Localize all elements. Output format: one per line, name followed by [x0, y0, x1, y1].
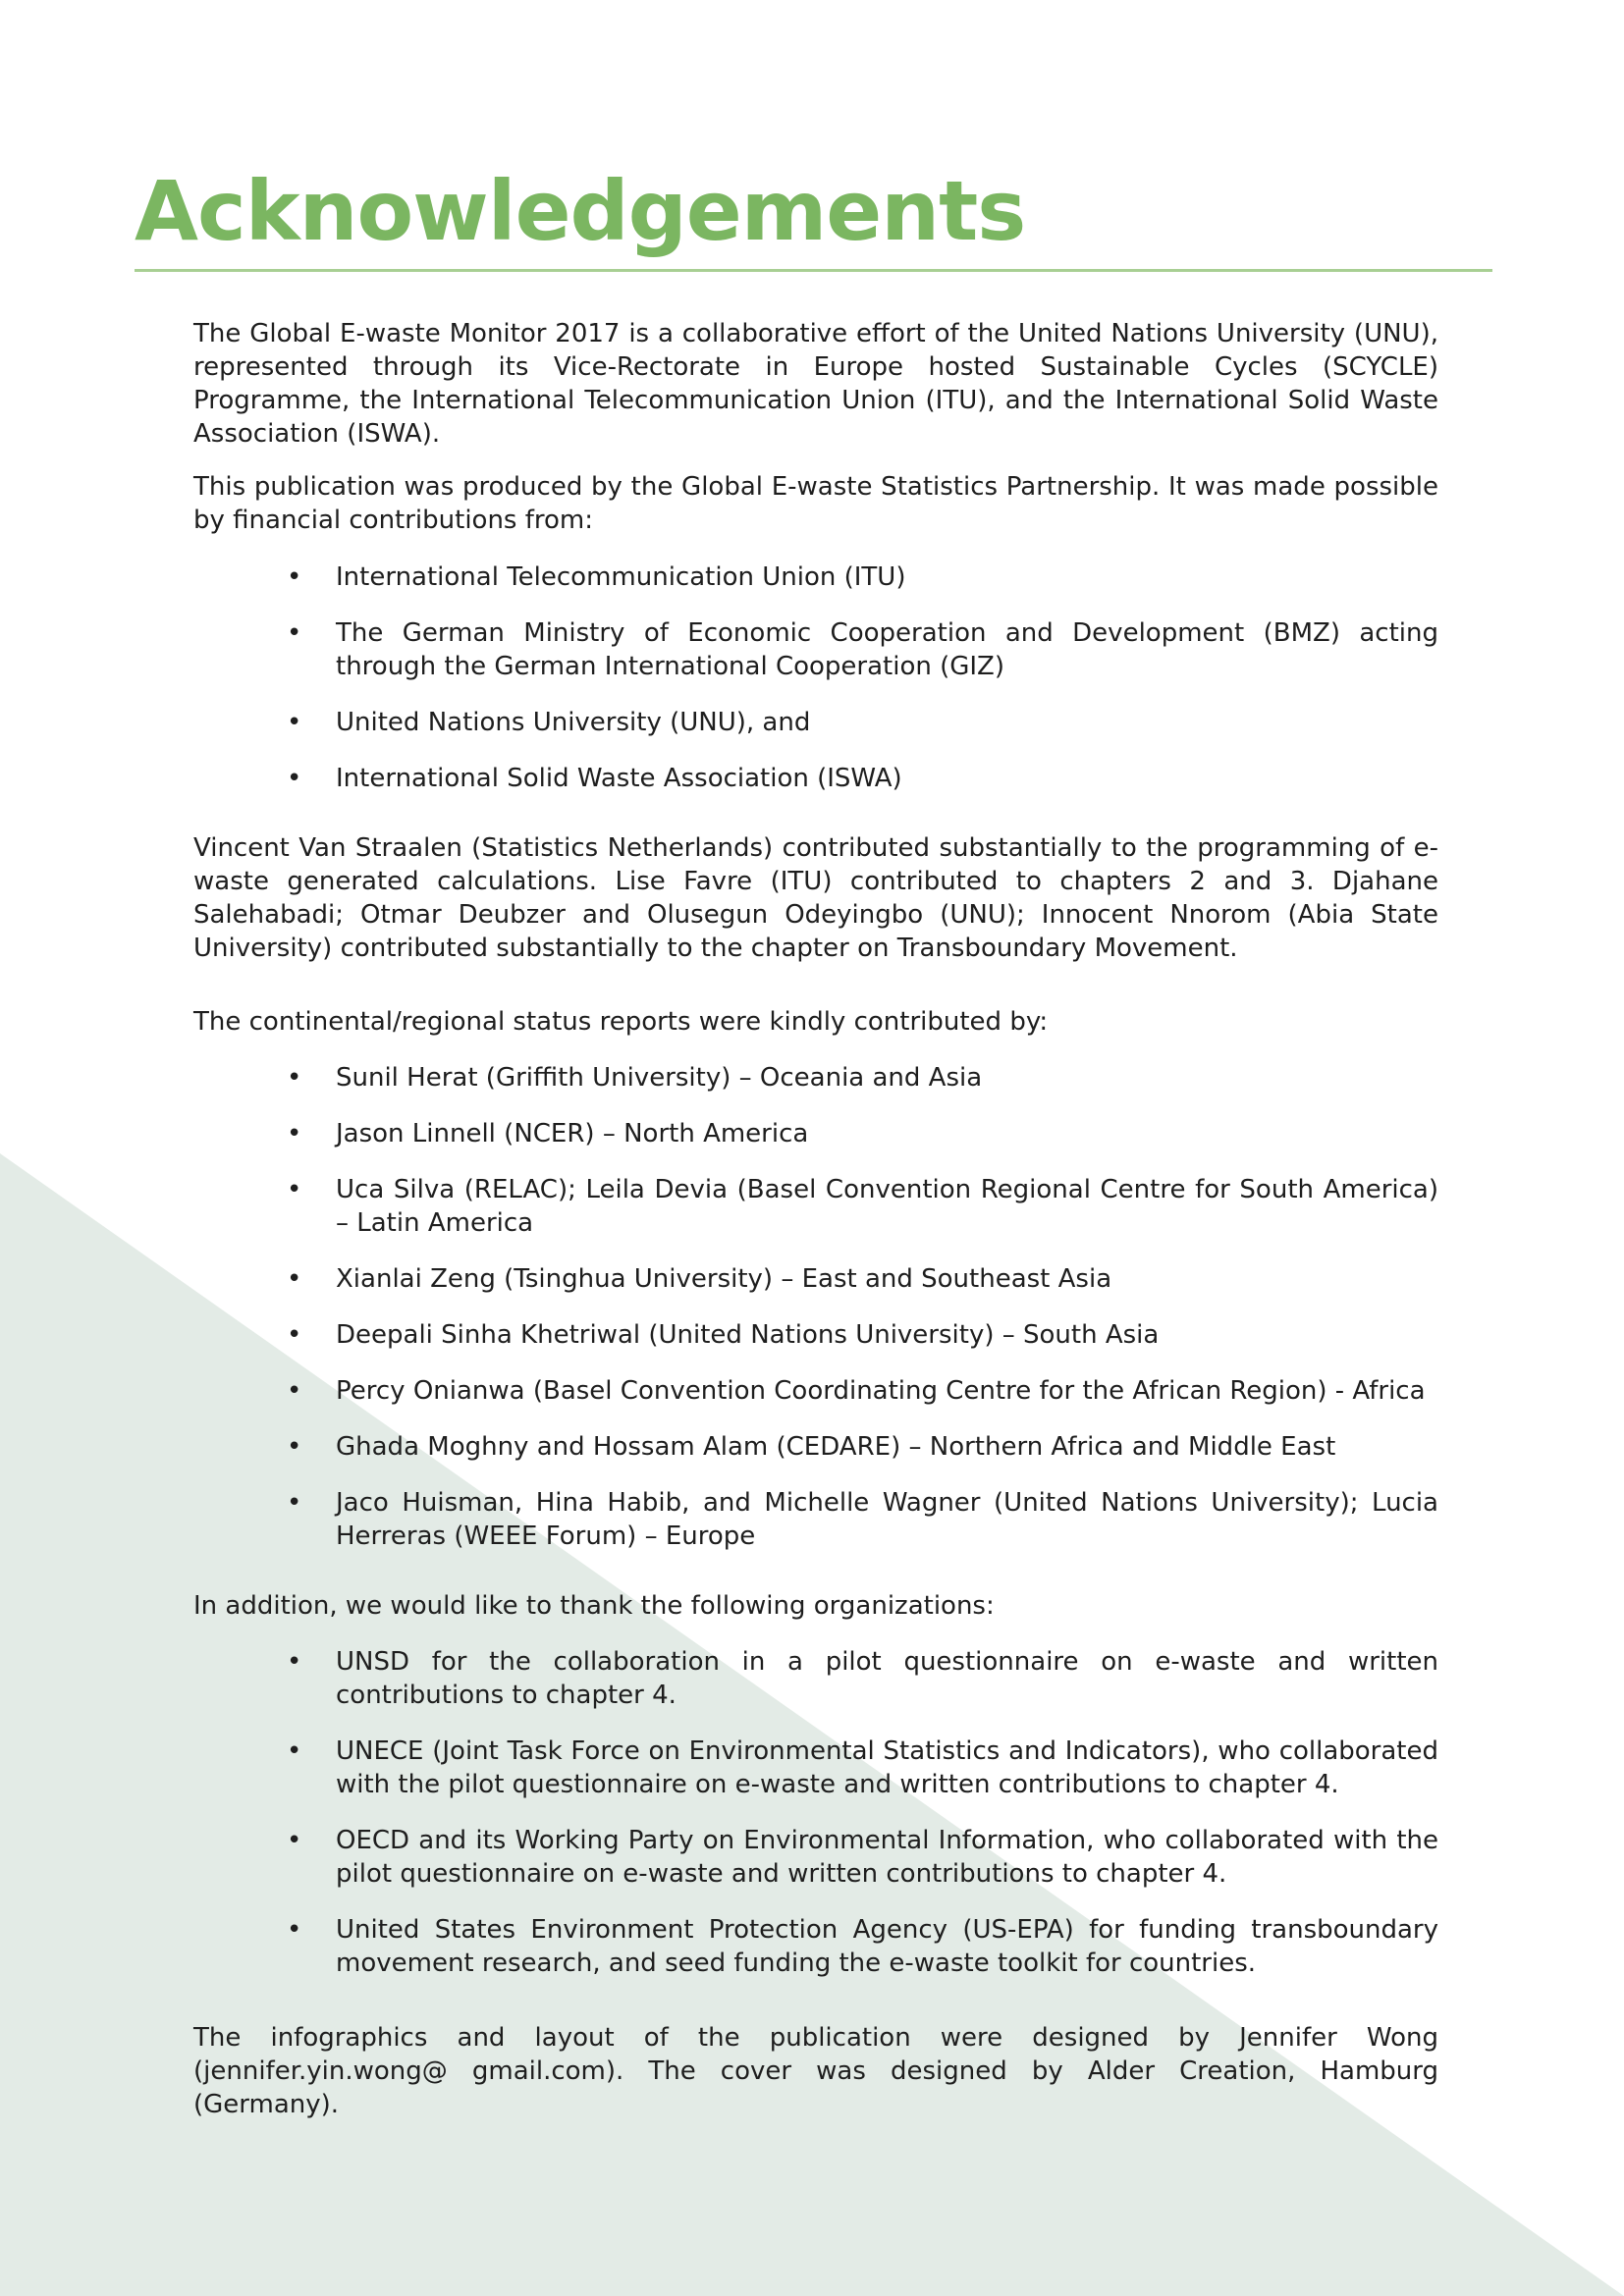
list-item: • Ghada Moghny and Hossam Alam (CEDARE) – Northern Africa and Middle East	[193, 1430, 1438, 1464]
list-item: • Jaco Huisman, Hina Habib, and Michelle Wagner (United Nations University); Lucia Herreras (WEEE Forum) – Europe	[193, 1486, 1438, 1553]
list-item: • The German Ministry of Economic Cooperation and Development (BMZ) acting through the German International Cooperation (GIZ)	[193, 616, 1438, 683]
list-item: • OECD and its Working Party on Environmental Information, who collaborated with the pilot questionnaire on e-waste and written contributions to chapter 4.	[193, 1824, 1438, 1891]
page-title: Acknowledgements	[135, 163, 1026, 259]
list-item: • Uca Silva (RELAC); Leila Devia (Basel Convention Regional Centre for South America) – Latin America	[193, 1173, 1438, 1240]
organizations-paragraph: In addition, we would like to thank the following organizations:	[193, 1591, 995, 1621]
title-divider	[135, 269, 1492, 272]
list-item: • Sunil Herat (Griffith University) – Oceania and Asia	[193, 1061, 1438, 1095]
organizations-list	[193, 1645, 1438, 1980]
list-item: • International Solid Waste Association (ISWA)	[193, 762, 1438, 795]
list-item: • UNECE (Joint Task Force on Environmental Statistics and Indicators), who collaborated with the pilot questionnaire on e-waste and written contributions to chapter 4.	[193, 1735, 1438, 1801]
list-item: • Xianlai Zeng (Tsinghua University) – East and Southeast Asia	[193, 1262, 1438, 1296]
list-item: • United Nations University (UNU), and	[193, 706, 1438, 739]
contributors-paragraph: Vincent Van Straalen (Statistics Netherlands) contributed substantially to the programming of e-waste generated calculations. Lise Favre (ITU) contributed to chapters 2 and 3. Djahane Salehabadi; Otmar Deubzer and Olusegun Odeyingbo (UNU); Innocent Nnorom (Abia State University) contributed substantially to the chapter on Transboundary Movement.	[193, 833, 1438, 963]
design-paragraph: The infographics and layout of the publication were designed by Jennifer Wong (jennifer.yin.wong@ gmail.com). The cover was designed by Alder Creation, Hamburg (Germany).	[193, 2023, 1438, 2119]
regional-paragraph: The continental/regional status reports were kindly contributed by:	[193, 1007, 1049, 1037]
list-item: • Percy Onianwa (Basel Convention Coordinating Centre for the African Region) - Africa	[193, 1374, 1438, 1408]
funding-paragraph: This publication was produced by the Global E-waste Statistics Partnership. It was made possible by financial contributions from:	[193, 472, 1438, 535]
list-item: • Jason Linnell (NCER) – North America	[193, 1117, 1438, 1150]
regional-list	[193, 1061, 1438, 1553]
list-item: • UNSD for the collaboration in a pilot questionnaire on e-waste and written contributions to chapter 4.	[193, 1645, 1438, 1712]
list-item: • Deepali Sinha Khetriwal (United Nations University) – South Asia	[193, 1318, 1438, 1352]
funding-list	[193, 561, 1438, 795]
main-content	[193, 317, 1438, 2121]
list-item: • United States Environment Protection Agency (US-EPA) for funding transboundary movement research, and seed funding the e-waste toolkit for countries.	[193, 1913, 1438, 1980]
list-item: • International Telecommunication Union (ITU)	[193, 561, 1438, 594]
intro-paragraph: The Global E-waste Monitor 2017 is a collaborative effort of the United Nations University (UNU), represented through its Vice-Rectorate in Europe hosted Sustainable Cycles (SCYCLE) Programme, the International Telecommunication Union (ITU), and the International Solid Waste Association (ISWA).	[193, 319, 1438, 449]
